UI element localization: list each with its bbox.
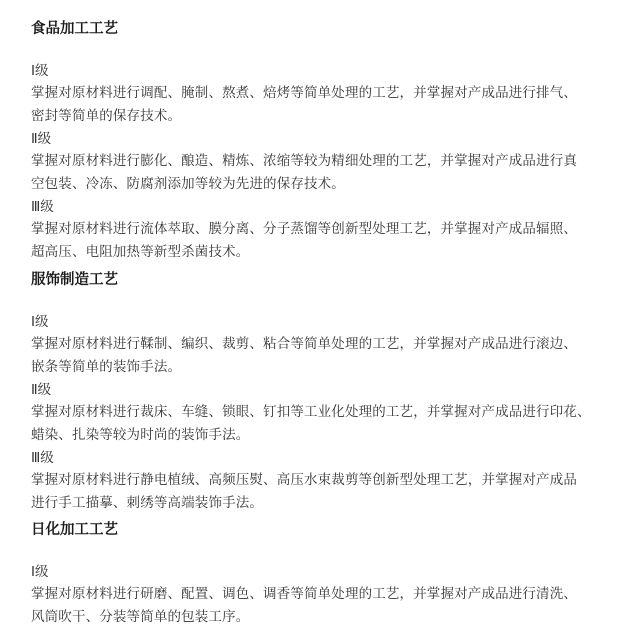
section-daily-chemical-processing — [31, 520, 577, 629]
level-label: Ⅲ级 — [31, 199, 54, 215]
level-description-line: 超高压、电阻加热等新型杀菌技术。 — [31, 244, 250, 260]
level-label: Ⅰ级 — [31, 564, 49, 580]
level-description-line: 进行手工描摹、刺绣等高端装饰手法。 — [31, 495, 264, 511]
level-label: Ⅲ级 — [31, 450, 54, 466]
section-title: 食品加工工艺 — [31, 21, 118, 37]
level-label: Ⅱ级 — [31, 382, 52, 398]
level-description-line: 掌握对原材料进行膨化、酿造、精炼、浓缩等较为精细处理的工艺，并掌握对产成品进行真 — [31, 153, 577, 169]
level-label: Ⅰ级 — [31, 63, 49, 79]
level-label: Ⅰ级 — [31, 314, 49, 330]
section-title: 日化加工工艺 — [31, 522, 118, 538]
level-description-line: 掌握对原材料进行静电植绒、高频压熨、高压水束裁剪等创新型处理工艺，并掌握对产成品 — [31, 472, 577, 488]
level-description-line: 嵌条等简单的装饰手法。 — [31, 359, 182, 375]
section-food-processing — [31, 19, 577, 264]
level-description-line: 蜡染、扎染等较为时尚的装饰手法。 — [31, 427, 250, 443]
level-description-line: 风筒吹干、分装等简单的包装工序。 — [31, 609, 250, 625]
level-description-line: 掌握对原材料进行流体萃取、膜分离、分子蒸馏等创新型处理工艺，并掌握对产成品辐照、 — [31, 221, 577, 237]
level-description-line: 空包装、冷冻、防腐剂添加等较为先进的保存技术。 — [31, 176, 345, 192]
level-description-line: 掌握对原材料进行研磨、配置、调色、调香等简单处理的工艺，并掌握对产成品进行清洗、 — [31, 586, 577, 602]
section-apparel-manufacturing — [31, 270, 591, 515]
level-description-line: 密封等简单的保存技术。 — [31, 108, 182, 124]
section-title: 服饰制造工艺 — [31, 272, 118, 288]
level-description-line: 掌握对原材料进行裁床、车缝、锁眼、钉扣等工业化处理的工艺，并掌握对产成品进行印花、 — [31, 404, 591, 420]
level-description-line: 掌握对原材料进行鞣制、编织、裁剪、粘合等简单处理的工艺，并掌握对产成品进行滚边、 — [31, 336, 577, 352]
level-description-line: 掌握对原材料进行调配、腌制、熬煮、焙烤等简单处理的工艺，并掌握对产成品进行排气、 — [31, 85, 577, 101]
level-label: Ⅱ级 — [31, 131, 52, 147]
